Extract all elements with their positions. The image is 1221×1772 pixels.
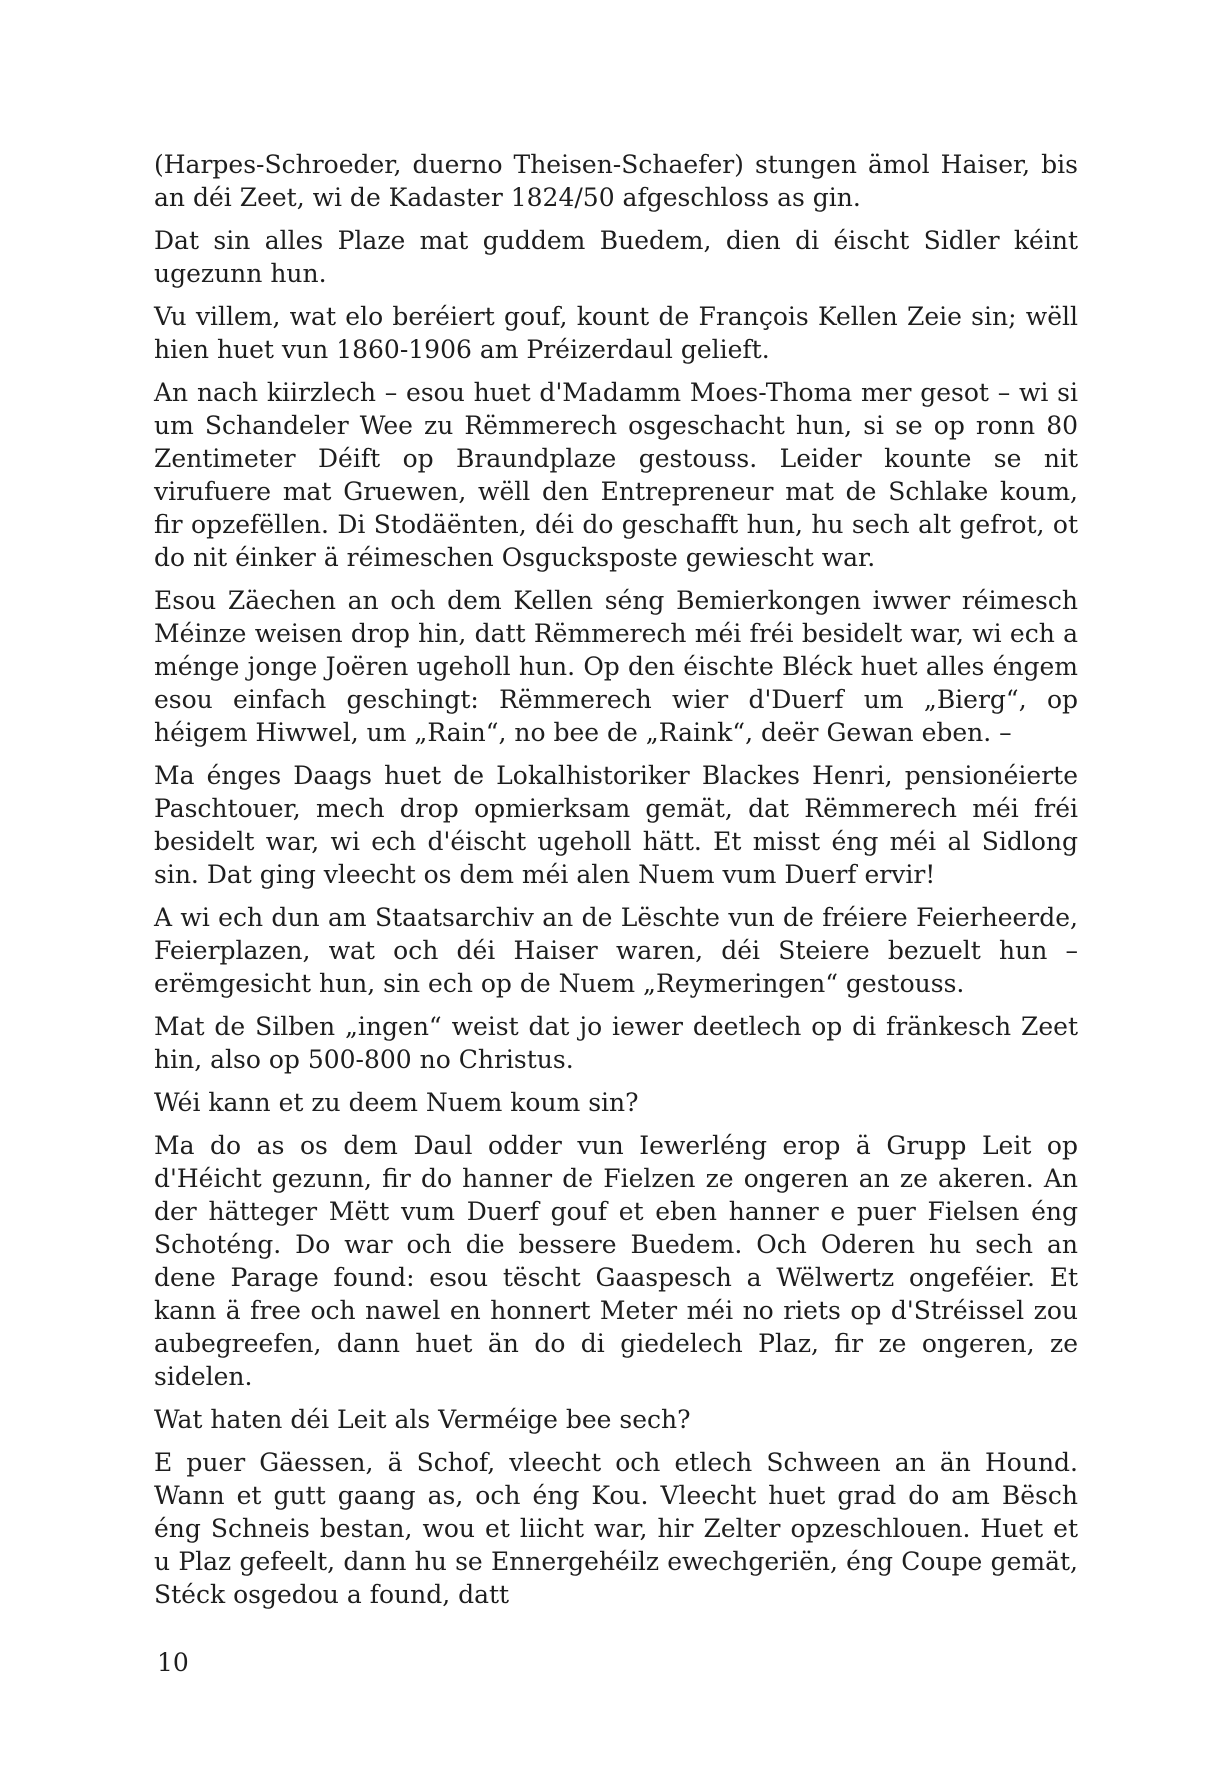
paragraph-3: Vu villem, wat elo beréiert gouf, kount de François Kellen Zeie sin; wëll hien huet vun 1860-1906 am Préizerdaul gelieft. xyxy=(154,302,1078,364)
paragraph-5: Esou Zäechen an och dem Kellen séng Bemierkongen iwwer réimesch Méinze weisen drop hin, datt Rëmmerech méi fréi besidelt war, wi ech a ménge jonge Joëren ugeholl hun. Op den éischte Bléck huet alles éngem esou einfach geschingt: Rëmmerech wier d'Duerf um „Bierg“, op héigem Hiwwel, um „Rain“, no bee de „Raink“, deër Gewan eben. – xyxy=(154,586,1078,747)
body-text xyxy=(154,148,1078,1621)
paragraph-7: A wi ech dun am Staatsarchiv an de Lëschte vun de fréiere Feierheerde, Feierplazen, wat och déi Haiser waren, déi Steiere bezuelt hun – erëmgesicht hun, sin ech op de Nuem „Reymeringen“ gestouss. xyxy=(154,903,1078,998)
paragraph-1: (Harpes-Schroeder, duerno Theisen-Schaefer) stungen ämol Haiser, bis an déi Zeet, wi de Kadaster 1824/50 afgeschloss as gin. xyxy=(154,150,1078,212)
paragraph-2: Dat sin alles Plaze mat guddem Buedem, dien di éischt Sidler kéint ugezunn hun. xyxy=(154,226,1078,288)
paragraph-4: An nach kiirzlech – esou huet d'Madamm Moes-Thoma mer gesot – wi si um Schandeler Wee zu Rëmmerech osgeschacht hun, si se op ronn 80 Zentimeter Déift op Braundplaze gestouss. Leider kounte se nit virufuere mat Gruewen, wëll den Entrepreneur mat de Schlake koum, fir opzefëllen. Di Stodäënten, déi do geschafft hun, hu sech alt gefrot, ot do nit éinker ä réimeschen Osgucksposte gewiescht war. xyxy=(154,378,1078,572)
paragraph-9: Wéi kann et zu deem Nuem koum sin? xyxy=(154,1088,639,1117)
paragraph-6: Ma énges Daags huet de Lokalhistoriker Blackes Henri, pensionéierte Paschtouer, mech drop opmierksam gemät, dat Rëmmerech méi fréi besidelt war, wi ech d'éischt ugeholl hätt. Et misst éng méi al Sidlong sin. Dat ging vleecht os dem méi alen Nuem vum Duerf ervir! xyxy=(154,761,1078,889)
paragraph-12: E puer Gäessen, ä Schof, vleecht och etlech Schween an än Hound. Wann et gutt gaang as, och éng Kou. Vleecht huet grad do am Bësch éng Schneis bestan, wou et liicht war, hir Zelter opzeschlouen. Huet et u Plaz gefeelt, dann hu se Ennergehéilz ewechgeriën, éng Coupe gemät, Stéck osgedou a found, datt xyxy=(154,1448,1078,1609)
page-number: 10 xyxy=(157,1648,189,1677)
paragraph-11: Wat haten déi Leit als Verméige bee sech? xyxy=(154,1405,691,1434)
paragraph-8: Mat de Silben „ingen“ weist dat jo iewer deetlech op di fränkesch Zeet hin, also op 500-800 no Christus. xyxy=(154,1012,1078,1074)
paragraph-10: Ma do as os dem Daul odder vun Iewerléng erop ä Grupp Leit op d'Héicht gezunn, fir do hanner de Fielzen ze ongeren an ze akeren. An der hätteger Mëtt vum Duerf gouf et eben hanner e puer Fielsen éng Schoténg. Do war och die bessere Buedem. Och Oderen hu sech an dene Parage found: esou tëscht Gaaspesch a Wëlwertz ongeféier. Et kann ä free och nawel en honnert Meter méi no riets op d'Stréissel zou aubegreefen, dann huet än do di giedelech Plaz, fir ze ongeren, ze sidelen. xyxy=(154,1131,1078,1391)
